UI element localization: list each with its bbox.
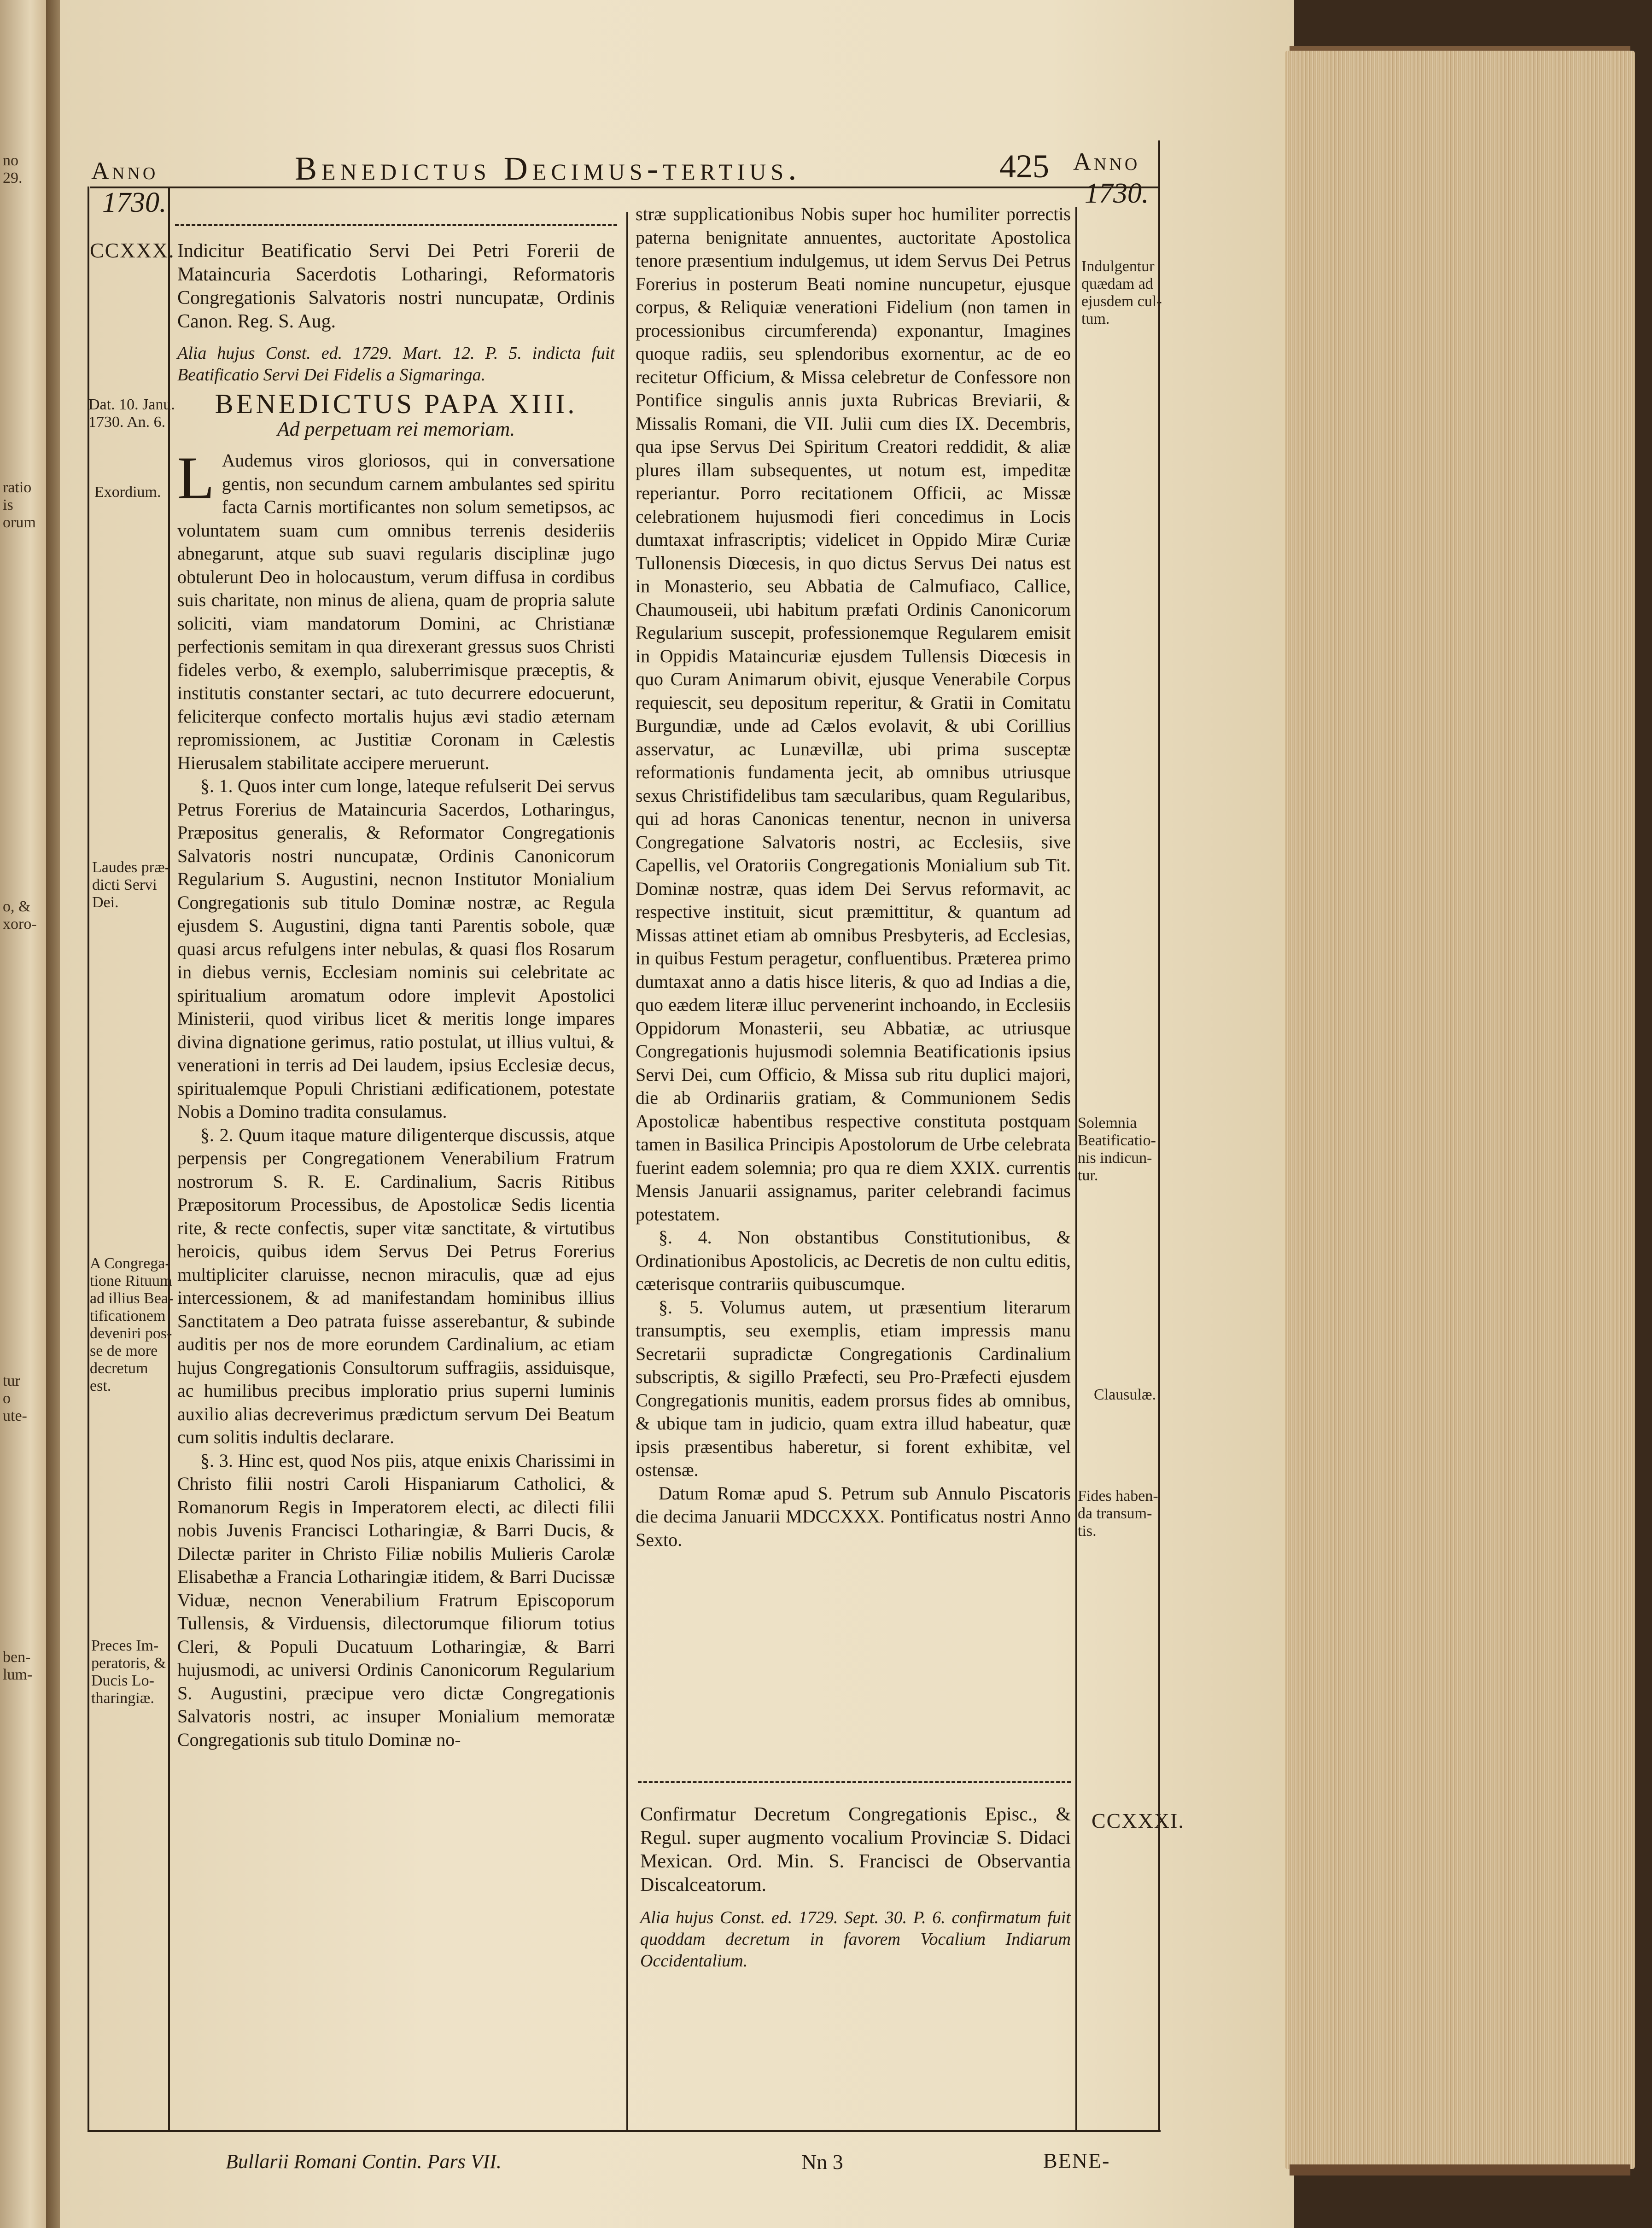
- constitution-number: CCXXX.: [90, 239, 175, 262]
- margin-note-preces: Preces Im- peratoris, & Ducis Lo- tharingiæ.: [91, 1637, 166, 1707]
- margin-rule-left-outer: [88, 187, 89, 2130]
- left-column: [177, 239, 615, 1751]
- anno-label-left: Anno: [91, 157, 158, 185]
- margin-note-clausulae: Clausulæ.: [1094, 1386, 1156, 1403]
- margin-note-dat: Dat. 10. Janu. 1730. An. 6.: [88, 396, 175, 431]
- anno-label-right: Anno: [1073, 148, 1140, 175]
- alia-note: Alia hujus Const. ed. 1729. Mart. 12. P. 5. indicta fuit Beatificatio Servi Dei Fidelis a Sigmaringa.: [177, 344, 615, 385]
- perpetuam-heading: Ad perpetuam rei memoriam.: [277, 417, 515, 440]
- prev-page-fragment: ratio is orum: [3, 479, 36, 531]
- year-left: 1730.: [102, 187, 167, 218]
- next-constitution-block: [640, 1803, 1071, 1972]
- datum-paragraph: Datum Romæ apud S. Petrum sub Annulo Piscatoris die decima Januarii MDCCXXX. Pontificatus nostri Anno Sexto.: [636, 1482, 1071, 1550]
- section-2: §. 2. Quum itaque mature diligenterque discussis, atque perpensis per Congregationem Venerabilium Fratrum nostrorum S. R. E. Cardinalium, Sacris Ritibus Præpositorum Processibus, de Apostolicæ Sedis licentia rite, & recte confectis, super vitæ sanctitate, & virtutibus heroicis, quibus idem Servus Dei Petrus Forerius multipliciter claruisse, necnon miraculis, quæ ad ejus intercessionem, & ad manifestandam hominibus illius Sanctitatem a Deo patrata fuisse asserebantur, & subinde auditis per nos de more eorundem Cardinalium, ac etiam hujus Congregationis Consultorum suffragiis, assiduisque, ac humilibus precibus imploratio prius superni luminis auxilio alias decreverimus prædictum servum Dei Beatum cum solitis indultis declarare.: [177, 1124, 615, 1447]
- section-separator: [638, 1781, 1071, 1783]
- constitution-abstract: Indicitur Beatificatio Servi Dei Petri Forerii de Mataincuria Sacerdotis Lotharingi, Reformatoris Congregationis Salvatoris nostri nuncupatæ, Ordinis Canon. Reg. S. Aug.: [177, 240, 615, 332]
- continuation-paragraph: stræ supplicationibus Nobis super hoc humiliter porrectis paterna benignitate annuentes, auctoritate Apostolica tenore præsentium indulgemus, ut idem Servus Dei Petrus Forerius in posterum Beati nomine nuncupetur, ejusque corpus, & Reliquiæ venerationi Fidelium (non tamen in processionibus circumferenda) exponantur, Imagines quoque radiis, seu splendoribus exornentur, ac de eo recitetur Officium, & Missa celebretur de Confessore non Pontifice singulis annis juxta Rubricas Breviarii, & Missalis Romani, die VII. Julii cum dies IX. Decembris, qua ipse Servus Dei Spiritum Creatori reddidit, & aliæ plures illam subsequentes, ut notum est, impeditæ reperiantur. Porro recitationem Officii, ac Missæ celebrationem hujusmodi fieri concedimus in Locis dumtaxat infrascriptis; videlicet in Oppido Miræ Curiæ Tullonensis Diœcesis, in quo dictus Servus Dei natus est in Monasterio, seu Abbatia de Calmufiaco, Callice, Chaumouseii, ubi habitum præfati Ordinis Canonicorum Regularium suscepit, professionemque Regularem emisit in Oppidis Mataincuriæ ejusdem Tullensis Diœcesis in quo Curam Animarum obivit, ejusque Venerabile Corpus requiescit, seu depositum reperitur, & Gratii in Comitatu Burgundiæ, unde ad Cælos evolavit, & ubi Corillius asservatur, ac Lunævillæ, ubi prima susceptæ reformationis fundamenta jecit, ab omnibus utriusque sexus Christifidelibus tam sæcularibus, quam Regularibus, qui ad horas Canonicas tenentur, necnon in universa Congregatione Salvatoris nostri, ac Ecclesiis, sive Capellis, vel Oratoriis Congregationis Monialium sub Tit. Dominæ nostræ, quas idem Dei Servus reformavit, ac respective instituit, sicut præmittitur, & quantum ad Missas attinet etiam ab omnibus Presbyteris, ad Ecclesias, in quibus Festum peragetur, confluentibus. Præterea primo dumtaxat anno a datis hisce literis, & quo ad Indias a die, quo eædem literæ illuc pervenerint inchoando, in Ecclesiis Oppidorum Monasterii, seu Abbatiæ, ac utriusque Congregationis hujusmodi solemnia Beatificationis ipsius Servi Dei, cum Officio, & Missa sub ritu duplici majori, die ab Ordinariis gratiam, & Communionem Sedis Apostolicæ habentibus respective constituta postquam tamen in Basilica Principis Apostolorum de Urbe celebrata fuerint eadem solemnia; pro qua re diem XXIX. currentis Mensis Januarii assignamus, pariter celebrandi facimus potestatem.: [636, 204, 1071, 1225]
- margin-note-fides: Fides haben- da transum- tis.: [1078, 1487, 1158, 1540]
- margin-note-exordium: Exordium.: [94, 484, 161, 501]
- book-page-edges: [1285, 51, 1635, 2169]
- section-5: §. 5. Volumus autem, ut præsentium literarum transumptis, seu exemplis, etiam impressis manu Secretarii supradictæ Congregationis Cardinalium subscriptis, & sigillo Præfecti, seu Pro-Præfecti ejusdem Congregationis munitis, eadem prorsus fides ab omnibus, & ubique tam in judicio, quam extra illud habeatur, quæ ipsis præsentibus haberetur, si forent exhibitæ, vel ostensæ.: [636, 1296, 1071, 1480]
- book-cover-bottom: [1290, 2164, 1630, 2176]
- section-1: §. 1. Quos inter cum longe, lateque refulserit Dei servus Petrus Forerius de Mataincuria Sacerdos, Lotharingus, Præpositus generalis, & Reformator Congregationis Salvatoris nostri nuncupatæ, Ordinis Canonicorum Regularium S. Augustini, necnon Institutor Monialium Congregationis sub titulo Dominæ nostræ, ac Regula ejusdem S. Augustini, digna tanti Parentis sobole, quæ quasi arcus refulgens inter nebulas, & quasi flos Rosarum in diebus vernis, Ecclesiam nominis sui celebritate ac spiritualium aromatum odore implevit Apostolici Ministerii, quod viribus licet & meritis longe impares divina dignatione gerimus, ratio postulat, ut illius vultui, & venerationi in terris ad Dei laudem, ipsius Ecclesiæ decus, spiritualemque Populi Christiani ædificationem, potestate Nobis a Domino tradita consulamus.: [177, 776, 615, 1122]
- pope-heading: BENEDICTUS PAPA XIII.: [215, 389, 578, 419]
- section-3: §. 3. Hinc est, quod Nos piis, atque enixis Charissimi in Christo filii nostri Caroli Hispaniarum Catholici, & Romanorum Regis in Imperatorem electi, ac dilecti filii nobis Juvenis Francisci Lotharingiæ, & Barri Ducis, & Dilectæ pariter in Christo Filiæ nobilis Mulieris Carolæ Elisabethæ a Francia Lotharingiæ itidem, & Barri Ducissæ Viduæ, necnon Venerabilium Fratrum Episcoporum Tullensis, & Virduensis, dilectorumque filiorum totius Cleri, & Populi Ducatuum Lotharingiæ, & Barri hujusmodi, ac universi Ordinis Canonicorum Regularium S. Augustini, præcipue vero dictæ Congregationis Salvatoris nostri, ac insuper Monialium memoratæ Congregationis sub titulo Dominæ no-: [177, 1450, 615, 1750]
- prev-page-fragment: ben- lum-: [3, 1649, 33, 1683]
- prev-page-fragment: tur o ute-: [3, 1372, 27, 1424]
- section-4: §. 4. Non obstantibus Constitutionibus, & Ordinationibus Apostolicis, ac Decretis de non cultu editis, cæterisque contrariis quibuscumque.: [636, 1227, 1071, 1294]
- footer-rule: [88, 2130, 1161, 2132]
- next-constitution-number: CCXXXI.: [1092, 1809, 1185, 1832]
- margin-rule-right-inner: [1075, 207, 1077, 2130]
- exordium-text: Audemus viros gloriosos, qui in conversatione gentis, non secundum carnem ambulantes sed spiritu facta Carnis mortificantes non solum semetipsos, ac voluntatem suam cum omnibus terrenis desideriis abnegarunt, atque sub suavi regularis disciplinæ jugo obtulerunt Deo in holocaustum, verum diffusa in cordibus suis charitate, non minus de aliena, quam de propria salute soliciti, viam mandatorum Domini, ac Christianæ perfectionis semitam in qua direxerant gressus suos Christi fideles verbo, & exemplo, saluberrimisque præceptis, & institutis constanter sectari, ac tuto decurrere edocuerunt, feliciterque confecto mortalis hujus ævi stadio æternam repromissionem, ac Justitiæ Coronam in Cælestis Hierusalem stabilitate accipere meruerunt.: [177, 450, 615, 773]
- exordium-paragraph: [177, 444, 615, 775]
- footer-title: Bullarii Romani Contin. Pars VII.: [226, 2150, 502, 2173]
- margin-note-congregatione: A Congrega- tione Rituum ad illius Bea- tificationem deveniri pos- se de more decretum est.: [90, 1255, 174, 1394]
- catchword: BENE-: [1043, 2149, 1110, 2172]
- next-constitution-abstract: Confirmatur Decretum Congregationis Episc., & Regul. super augmento vocalium Provinciæ S. Didaci Mexican. Ord. Min. S. Francisci de Observantia Discalceatorum.: [640, 1804, 1071, 1896]
- running-head: Benedictus Decimus-tertius.: [295, 150, 801, 187]
- right-column: [636, 203, 1071, 1551]
- prev-page-fragment: o, & xoro-: [3, 898, 37, 933]
- year-right: 1730.: [1085, 178, 1149, 209]
- margin-rule-left-inner: [168, 187, 170, 2130]
- signature-mark: Nn 3: [801, 2150, 843, 2174]
- drop-capital: L: [177, 444, 215, 512]
- section-separator: [175, 224, 617, 226]
- margin-note-indulgentur: Indulgentur quædam ad ejusdem cul- tum.: [1081, 258, 1162, 327]
- next-alia-note: Alia hujus Const. ed. 1729. Sept. 30. P. 6. confirmatum fuit quoddam decretum in favorem Vocalium Indiarum Occidentalium.: [640, 1908, 1071, 1971]
- margin-note-solemnia: Solemnia Beatificatio- nis indicun- tur.: [1078, 1114, 1156, 1184]
- page-number: 425: [999, 148, 1049, 185]
- column-divider: [626, 212, 628, 2130]
- margin-note-laudes: Laudes præ- dicti Servi Dei.: [92, 859, 170, 911]
- prev-page-fragment: no 29.: [3, 152, 23, 187]
- header-rule: [90, 187, 1158, 188]
- previous-page-edge: [0, 0, 51, 2228]
